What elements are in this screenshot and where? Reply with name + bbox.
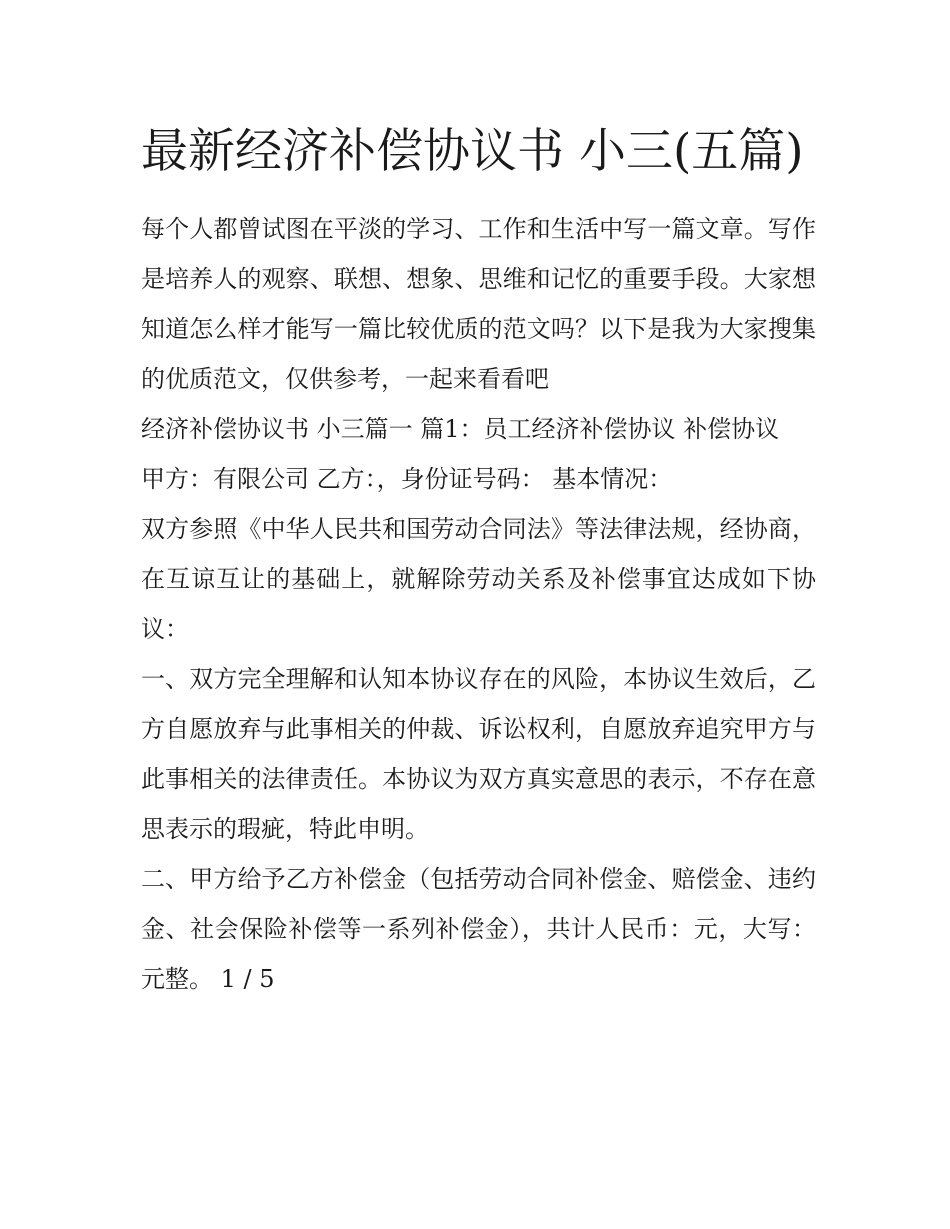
preamble-paragraph: 双方参照《中华人民共和国劳动合同法》等法律法规，经协商，在互谅互让的基础上，就解除劳动关系及补偿事宜达成如下协议： <box>141 515 816 643</box>
document-title: 最新经济补偿协议书 小三(五篇) <box>141 124 804 179</box>
intro-paragraph: 每个人都曾试图在平淡的学习、工作和生活中写一篇文章。写作是培养人的观察、联想、想象、思维和记忆的重要手段。大家想知道怎么样才能写一篇比较优质的范文吗？以下是我为大家搜集的优质范文，仅供参考，一起来看看吧 <box>141 215 816 393</box>
document-page <box>141 112 816 1004</box>
clause-one: 一、双方完全理解和认知本协议存在的风险，本协议生效后，乙方自愿放弃与此事相关的仲裁、诉讼权利，自愿放弃追究甲方与此事相关的法律责任。本协议为双方真实意思的表示，不存在意思表示的瑕疵，特此申明。 <box>141 665 816 843</box>
clause-two: 二、甲方给予乙方补偿金（包括劳动合同补偿金、赔偿金、违约金、社会保险补偿等一系列补偿金），共计人民币：元，大写：元整。 1 / 5 <box>141 865 816 993</box>
parties-line: 甲方：有限公司 乙方：，身份证号码： 基本情况： <box>141 465 673 493</box>
section-heading: 经济补偿协议书 小三篇一 篇1：员工经济补偿协议 补偿协议 <box>141 415 780 443</box>
